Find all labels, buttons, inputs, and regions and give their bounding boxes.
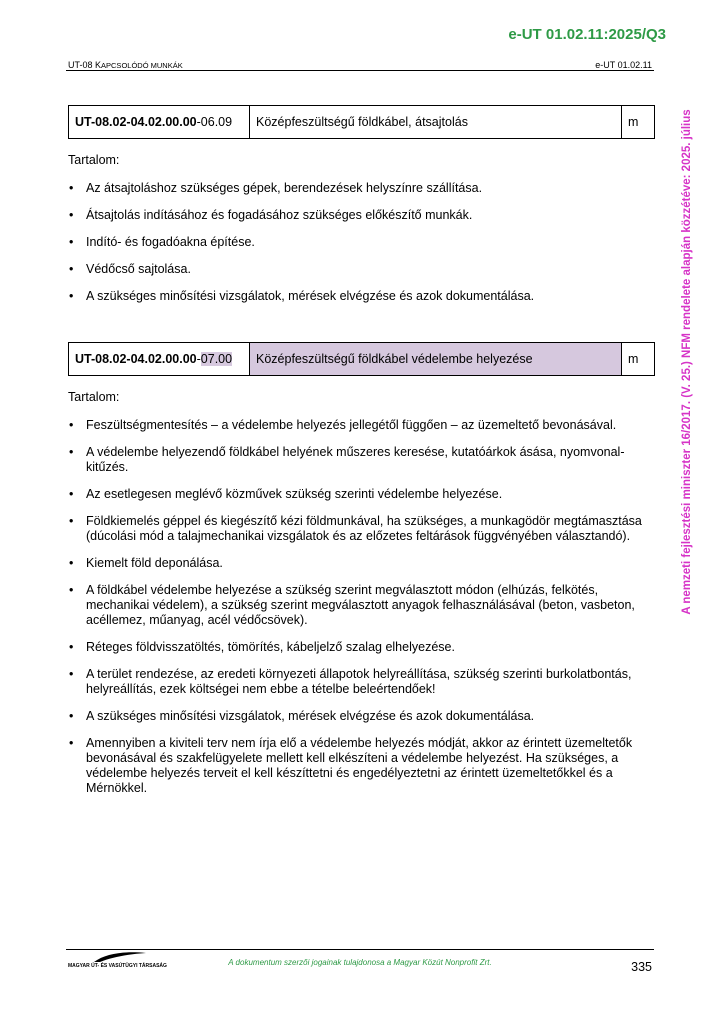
running-header-section <box>68 60 183 70</box>
document-code: e-UT 01.02.11:2025/Q3 <box>508 26 666 43</box>
running-header-code: e-UT 01.02.11 <box>595 60 652 70</box>
bullet-item: • Az átsajtoláshoz szükséges gépek, berendezések helyszínre szállítása. <box>68 181 655 196</box>
item-code-cell <box>69 343 250 376</box>
item-code-main: UT-08.02-04.02.00.00 <box>75 352 197 366</box>
page-number: 335 <box>631 960 652 974</box>
item-table-1 <box>68 105 655 139</box>
bullet-item: • Az esetlegesen meglévő közművek szükség szerinti védelembe helyezése. <box>68 487 655 502</box>
bullet-item: • Réteges földvisszatöltés, tömörítés, kábeljelző szalag elhelyezése. <box>68 640 655 655</box>
header-divider <box>66 70 654 71</box>
bullet-item: • Kiemelt föld deponálása. <box>68 556 655 571</box>
item-code-suffix: -06.09 <box>196 115 233 129</box>
item-code-suffix-highlighted: 07.00 <box>200 352 233 366</box>
item-title-cell-highlighted: Középfeszültségű földkábel védelembe helyezése <box>250 343 622 376</box>
item-code-main: UT-08.02-04.02.00.00 <box>75 115 197 129</box>
side-publication-note <box>679 92 695 632</box>
item-row <box>69 106 655 139</box>
side-note-text: A nemzeti fejlesztési miniszter 16/2017. (V. 25.) NFM rendelete alapján közzétéve: 2025. július <box>681 109 693 615</box>
bullet-item: • Indító- és fogadóakna építése. <box>68 235 655 250</box>
item-code-dash: - <box>196 352 201 366</box>
bullet-item: • A szükséges minősítési vizsgálatok, mérések elvégzése és azok dokumentálása. <box>68 709 655 724</box>
bullet-item: • Védőcső sajtolása. <box>68 262 655 277</box>
copyright-note: A dokumentum szerzői jogainak tulajdonosa a Magyar Közút Nonprofit Zrt. <box>228 958 492 967</box>
content-label-1: Tartalom: <box>68 153 120 167</box>
item-unit-cell: m <box>622 343 655 376</box>
bullet-item: • Földkiemelés géppel és kiegészítő kézi földmunkával, ha szükséges, a munkagödör megtámasztása (dúcolási mód a talajmechanikai vizsgálatok és az előzetes feltárások függvényében választandó). <box>68 514 655 544</box>
item-unit-cell: m <box>622 106 655 139</box>
bullet-item: • Feszültségmentesítés – a védelembe helyezés jellegétől függően – az üzemeltető bevonásával. <box>68 418 655 433</box>
item-title-cell: Középfeszültségű földkábel, átsajtolás <box>250 106 622 139</box>
bullet-item: • Átsajtolás indításához és fogadásához szükséges előkészítő munkák. <box>68 208 655 223</box>
bullet-item: • A védelembe helyezendő földkábel helyének műszeres keresése, kutatóárkok ásása, nyomvonal-kitűzés. <box>68 445 655 475</box>
item-row <box>69 343 655 376</box>
bullet-item: • A földkábel védelembe helyezése a szükség szerint megválasztott módon (elhúzás, felkötés, mechanikai védelem), a szükség szerint megválasztott anyagok felhasználásával (beton, vasbeton, acéllemez, műanyag, acél védőcsövek). <box>68 583 655 628</box>
item-table-2 <box>68 342 655 376</box>
bullet-item: • Amennyiben a kiviteli terv nem írja elő a védelembe helyezés módját, akkor az érintett üzemeltetők bevonásával és szakfelügyelete mellett kell elkészíteni a védelembe helyezést. Ha szükséges, a védelembe helyezés terveit el kell készíttetni és engedélyeztetni az érintett üzemeltetőkkel és a Mérnökkel. <box>68 736 655 796</box>
header-section-name: APCSOLÓDÓ MUNKÁK <box>101 61 183 70</box>
bullet-item: • A terület rendezése, az eredeti környezeti állapotok helyreállítása, szükség szerinti burkolatbontás, helyreállítás, ezek költségei nem ebbe a tételbe beleértendőek! <box>68 667 655 697</box>
footer-divider <box>66 949 654 950</box>
content-list-1 <box>68 181 655 316</box>
logo-text: MAGYAR ÚT- ÉS VASÚTÜGYI TÁRSASÁG <box>68 963 167 969</box>
content-list-2 <box>68 418 655 808</box>
header-prefix: UT-08 K <box>68 60 102 70</box>
content-label-2: Tartalom: <box>68 390 120 404</box>
item-code-cell <box>69 106 250 139</box>
bullet-item: • A szükséges minősítési vizsgálatok, mérések elvégzése és azok dokumentálása. <box>68 289 655 304</box>
